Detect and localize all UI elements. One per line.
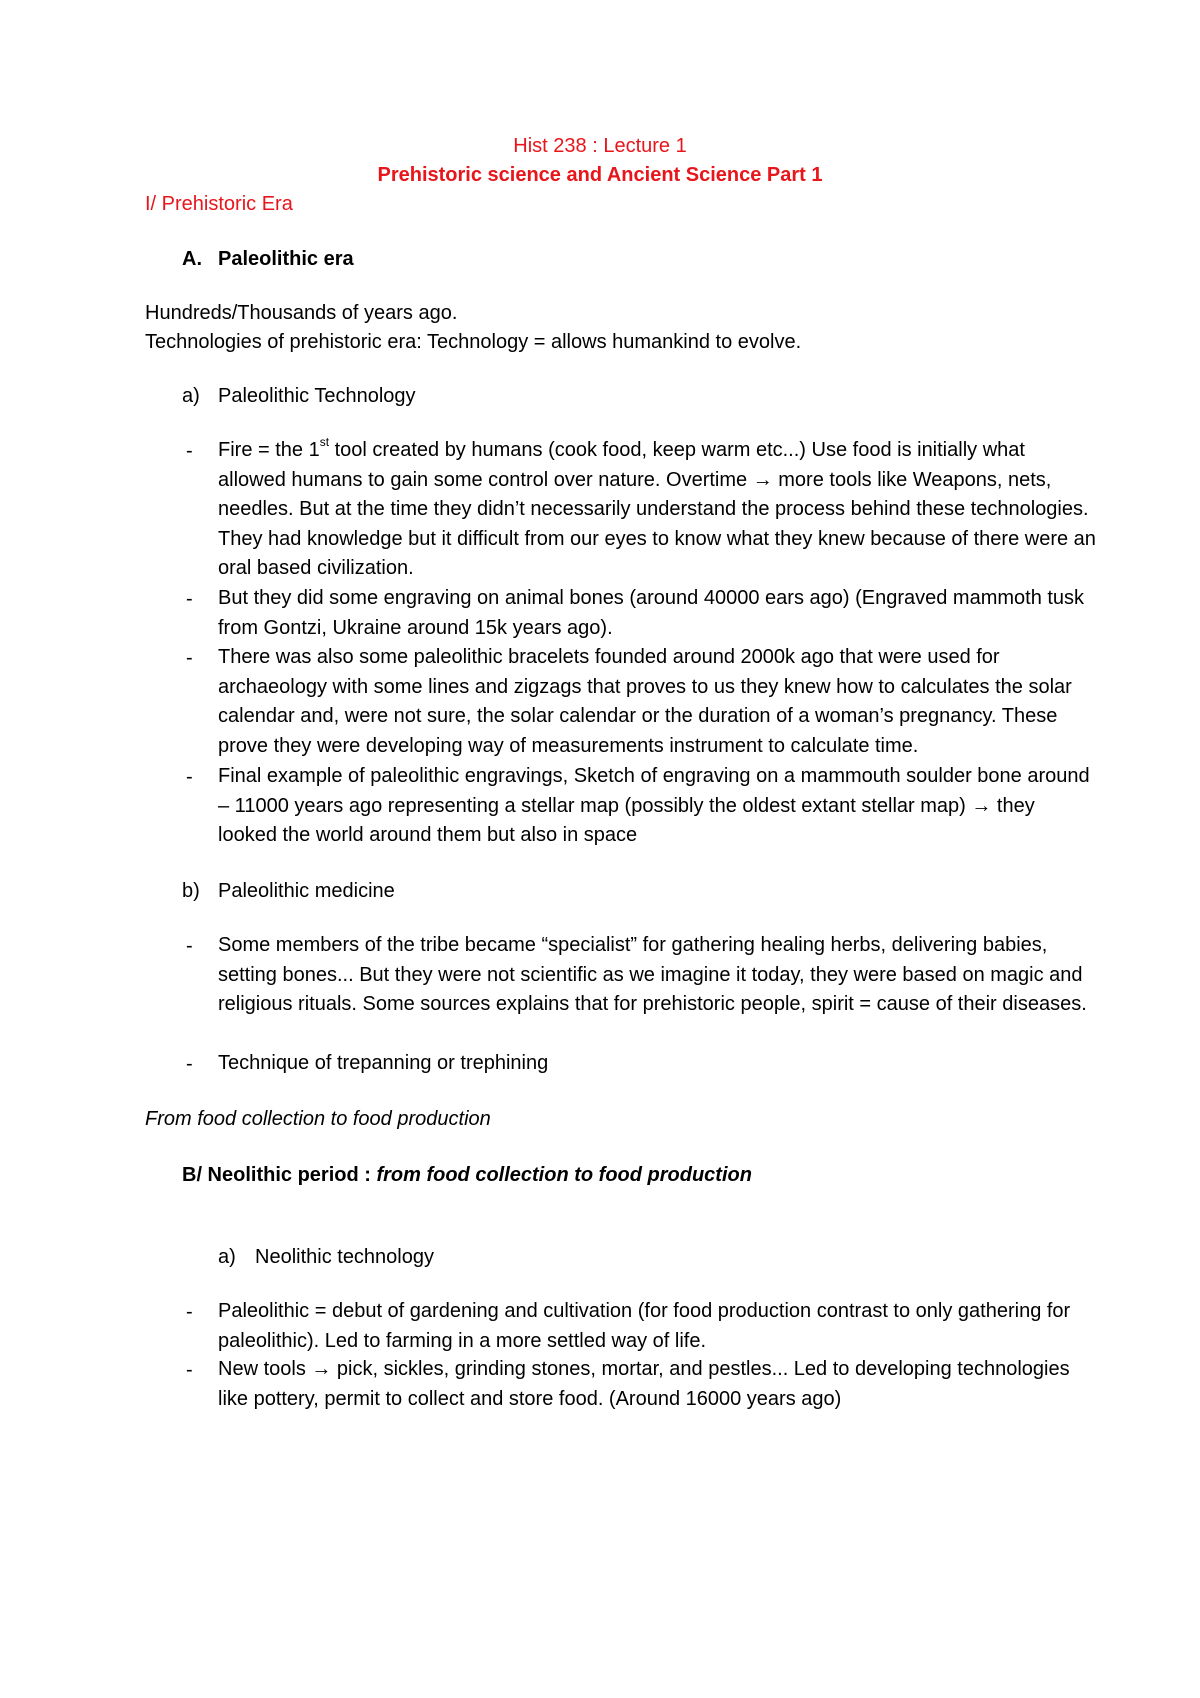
- bullet-dash: -: [186, 1301, 193, 1323]
- list-item-gardening: Paleolithic = debut of gardening and cultivation (for food production contrast to only gathering for paleolithic). Led to farming in a more settled way of life.: [218, 1300, 1071, 1352]
- bullet-dash: -: [186, 1053, 193, 1075]
- bullet-dash: -: [186, 588, 193, 610]
- list-item-bracelets: There was also some paleolithic bracelets founded around 2000k ago that were used for archaeology with some lines and zigzags that proves to us they knew how to calculates the solar calendar and, were not sure, the solar calendar or the duration of a woman’s pregnancy. These prove they were developing way of measurements instrument to calculate time.: [218, 646, 1072, 757]
- bullet-dash: -: [186, 1359, 193, 1381]
- neolithic-heading-prefix: B/ Neolithic period :: [182, 1164, 377, 1186]
- course-title: Hist 238 : Lecture 1: [513, 135, 687, 157]
- list-item-fire-post: tool created by humans (cook food, keep warm etc...) Use food is initially what allowed humans to gain some control over nature. Overtime → more tools like Weapons, nets, needles. But at the time they didn’t necessarily understand the process behind these technologies. They had knowledge but it difficult from our eyes to know what they knew because of there were an oral based civilization.: [218, 439, 1096, 580]
- superscript-st: st: [319, 435, 330, 450]
- list-item-fire-pre: Fire = the 1: [218, 439, 320, 461]
- lecture-title: Prehistoric science and Ancient Science Part 1: [377, 164, 823, 186]
- list-item-trepanning: Technique of trepanning or trephining: [218, 1052, 549, 1074]
- subheading-neolithic-technology: Neolithic technology: [255, 1246, 434, 1268]
- bullet-dash: -: [186, 647, 193, 669]
- list-item-stellar-map: Final example of paleolithic engravings, Sketch of engraving on a mammouth soulder bone around – 11000 years ago representing a stellar map (possibly the oldest extant stellar map) → they looked the world around them but also in space: [218, 765, 1090, 847]
- bullet-dash: -: [186, 766, 193, 788]
- list-item-engraving: But they did some engraving on animal bones (around 40000 ears ago) (Engraved mammoth tusk from Gontzi, Ukraine around 15k years ago).: [218, 587, 1085, 639]
- neolithic-heading-italic: from food collection to food production: [376, 1164, 752, 1186]
- intro-line-1: Hundreds/Thousands of years ago.: [145, 302, 458, 324]
- section-heading-prehistoric-era: I/ Prehistoric Era: [145, 193, 293, 215]
- bullet-dash: -: [186, 935, 193, 957]
- subheading-paleolithic-technology: Paleolithic Technology: [218, 385, 416, 407]
- sub-a-marker: A.: [182, 248, 202, 270]
- list-item-fire: [218, 436, 1098, 584]
- list-item-specialists: Some members of the tribe became “specialist” for gathering healing herbs, delivering babies, setting bones... But they were not scientific as we imagine it today, they were based on magic and religious rituals. Some sources explains that for prehistoric people, spirit = cause of their diseases.: [218, 934, 1087, 1016]
- med-b-marker: b): [182, 880, 200, 902]
- intro-line-2: Technologies of prehistoric era: Technology = allows humankind to evolve.: [145, 331, 802, 353]
- list-item-new-tools: New tools → pick, sickles, grinding stones, mortar, and pestles... Led to developing technologies like pottery, permit to collect and store food. (Around 16000 years ago): [218, 1358, 1070, 1410]
- neo-a-marker: a): [218, 1246, 236, 1268]
- subheading-paleolithic-era: Paleolithic era: [218, 248, 354, 270]
- subheading-paleolithic-medicine: Paleolithic medicine: [218, 880, 395, 902]
- subheading-neolithic-period: [182, 1160, 752, 1190]
- tech-a-marker: a): [182, 385, 200, 407]
- bullet-dash: -: [186, 440, 193, 462]
- transition-note: From food collection to food production: [145, 1108, 491, 1130]
